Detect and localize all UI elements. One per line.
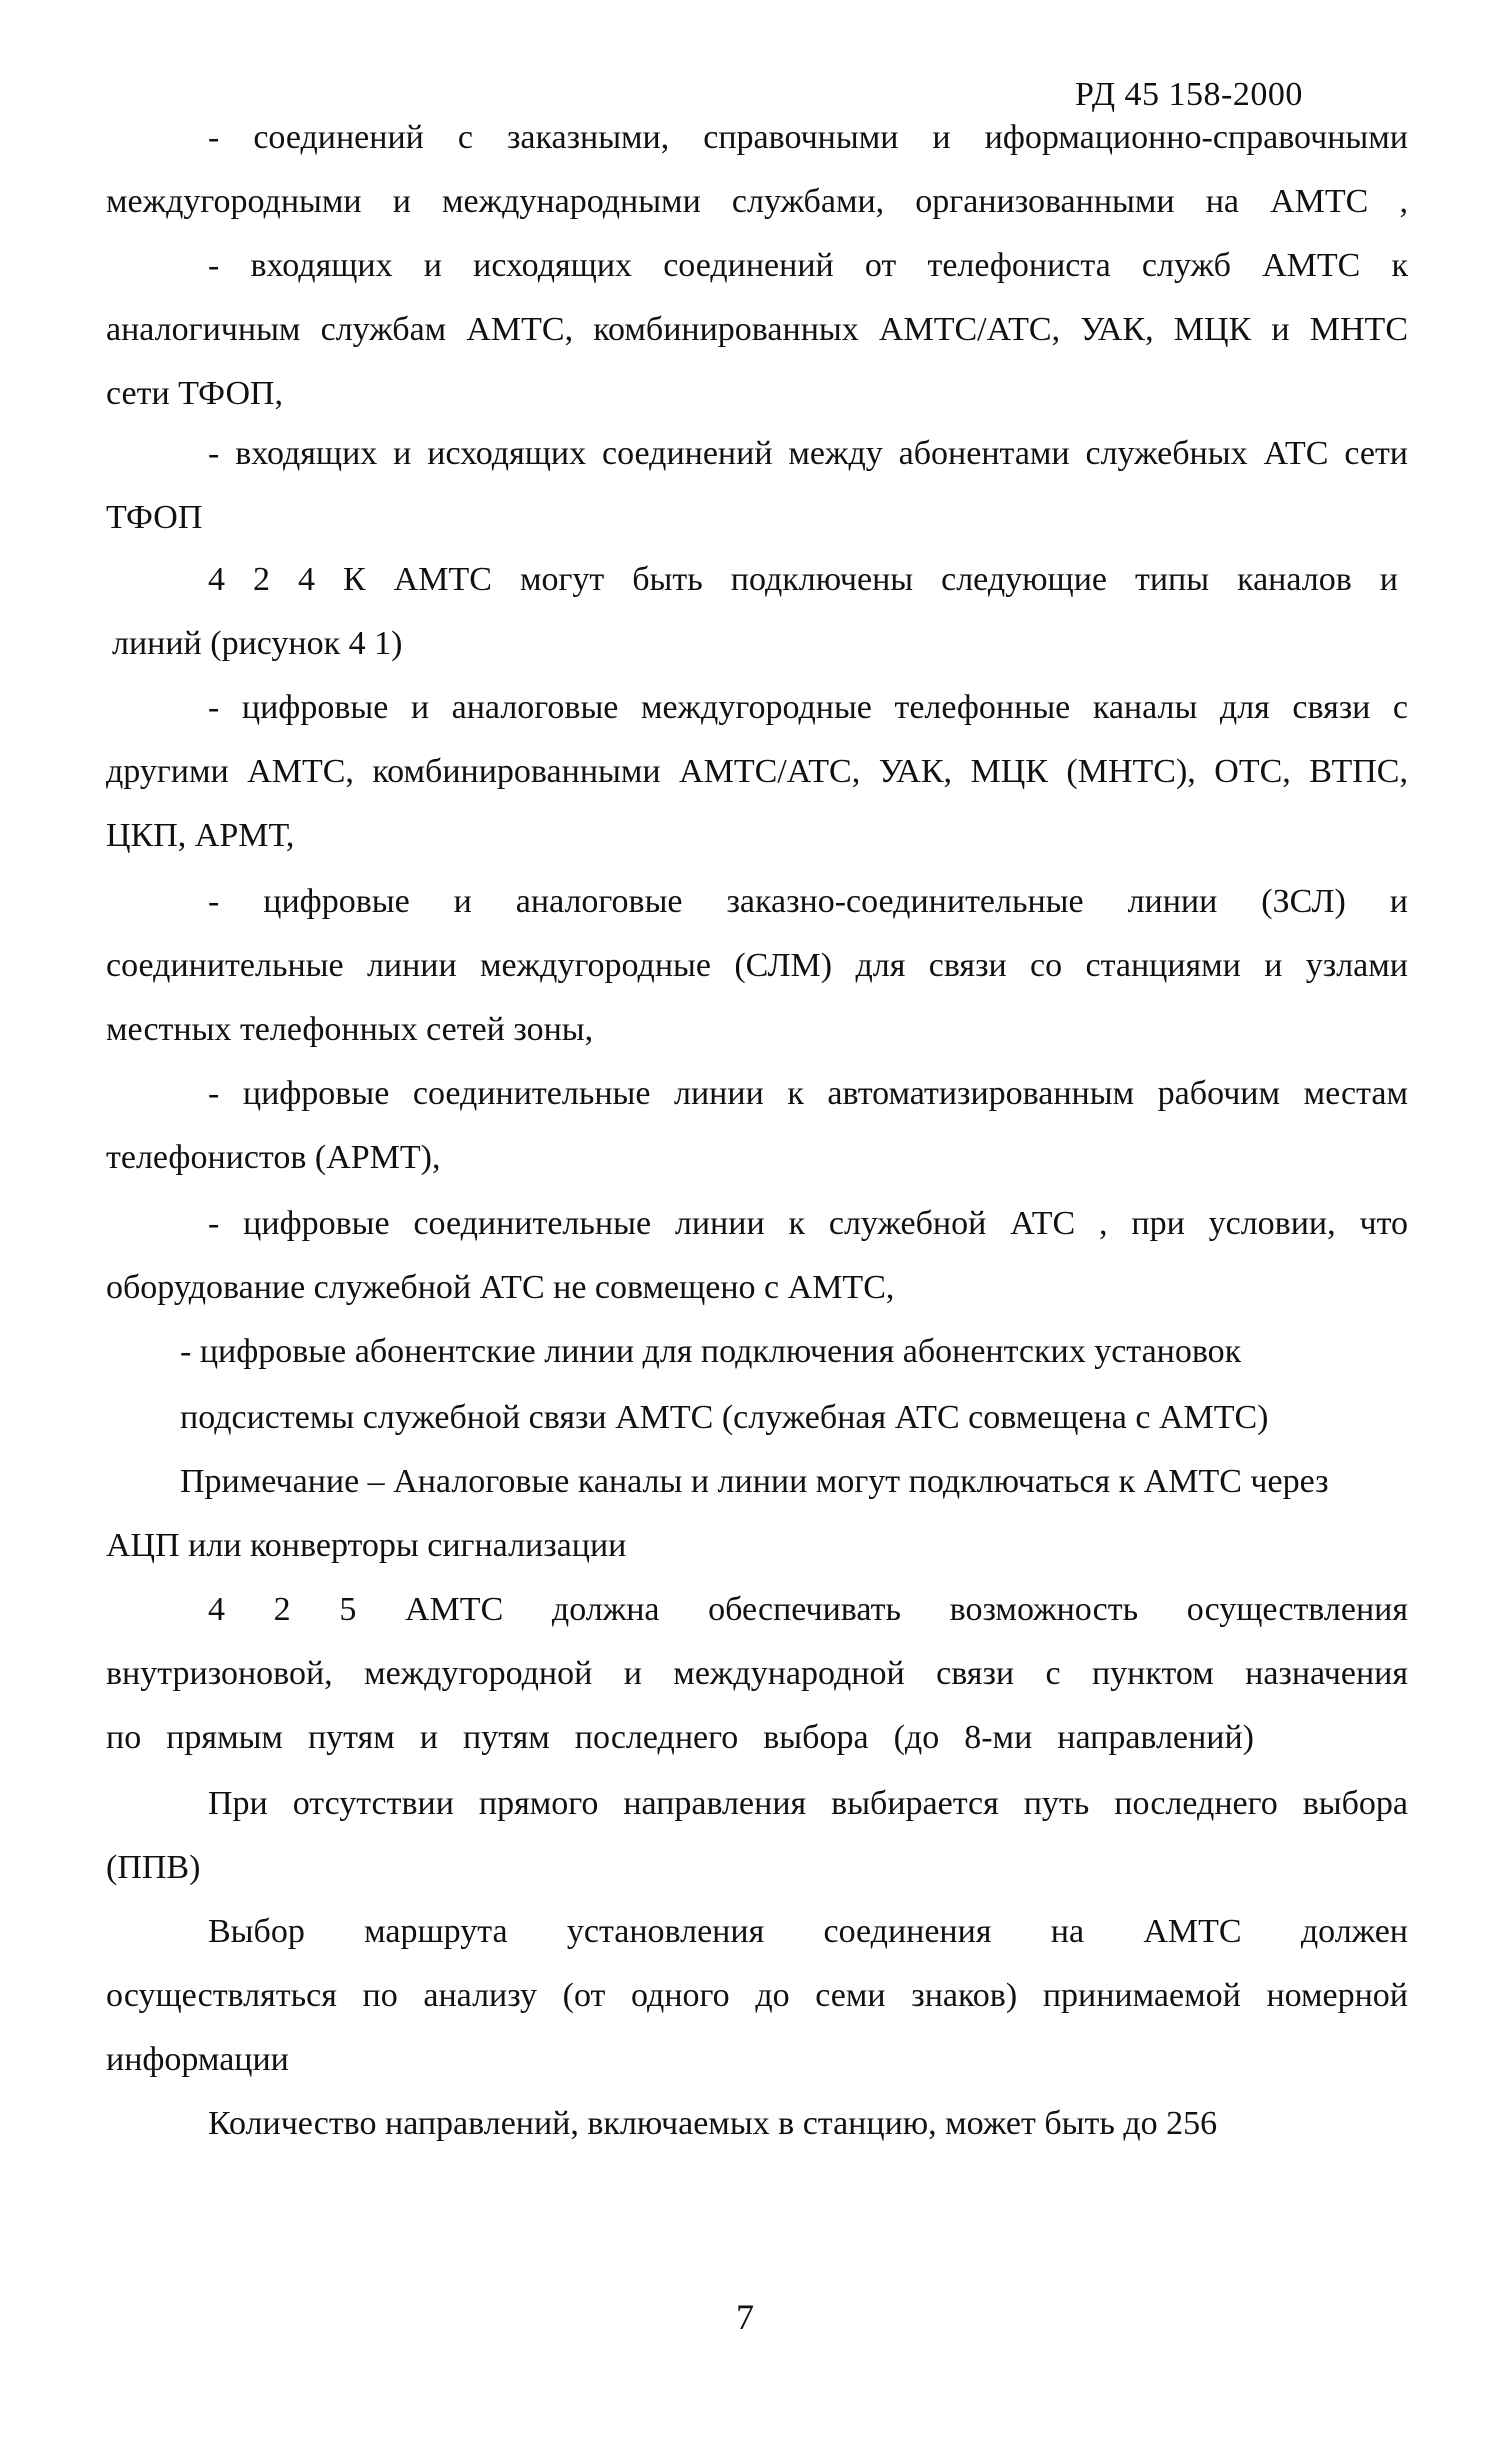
text-line: - входящих и исходящих соединений от телефониста служб АМТС к	[208, 247, 1408, 284]
text-line: Количество направлений, включаемых в станцию, может быть до 256	[208, 2105, 1218, 2142]
text-line: информации	[106, 2041, 289, 2078]
text-line: подсистемы служебной связи АМТС (служебная АТС совмещена с АМТС)	[180, 1399, 1269, 1436]
text-line: соединительные линии междугородные (СЛМ) для связи со станциями и узлами	[106, 947, 1408, 984]
text-line: - цифровые и аналоговые заказно-соединительные линии (ЗСЛ) и	[208, 883, 1408, 920]
text-line: ЦКП, АРМТ,	[106, 817, 295, 854]
text-line: местных телефонных сетей зоны,	[106, 1011, 594, 1048]
text-line: - цифровые соединительные линии к автоматизированным рабочим местам	[208, 1075, 1408, 1112]
text-line: (ППВ)	[106, 1849, 201, 1886]
page-number: 7	[736, 2297, 754, 2337]
text-line: - цифровые абонентские линии для подключения абонентских установок	[180, 1333, 1242, 1370]
text-line: - цифровые и аналоговые междугородные телефонные каналы для связи с	[208, 689, 1408, 726]
text-line: линий (рисунок 4 1)	[112, 625, 403, 662]
text-line: - соединений с заказными, справочными и иформационно-справочными	[208, 119, 1408, 156]
text-line: междугородными и международными службами, организованными на АМТС ,	[106, 183, 1408, 220]
text-line: Выбор маршрута установления соединения на АМТС должен	[208, 1913, 1408, 1950]
text-line: осуществляться по анализу (от одного до семи знаков) принимаемой номерной	[106, 1977, 1408, 2014]
text-line: Примечание – Аналоговые каналы и линии могут подключаться к АМТС через	[180, 1463, 1329, 1500]
text-line: ТФОП	[106, 499, 203, 536]
text-line: телефонистов (АРМТ),	[106, 1139, 441, 1176]
text-line: - входящих и исходящих соединений между абонентами служебных АТС сети	[208, 435, 1408, 472]
text-line: другими АМТС, комбинированными АМТС/АТС, УАК, МЦК (МНТС), ОТС, ВТПС,	[106, 753, 1408, 790]
text-line: 4 2 4 К АМТС могут быть подключены следующие типы каналов и	[208, 561, 1398, 598]
text-line: - цифровые соединительные линии к служебной АТС , при условии, что	[208, 1205, 1408, 1242]
text-line: АЦП или конверторы сигнализации	[106, 1527, 627, 1564]
text-line: по прямым путям и путям последнего выбора (до 8-ми направлений)	[106, 1719, 1254, 1756]
text-line: сети ТФОП,	[106, 375, 284, 412]
document-code: РД 45 158-2000	[1075, 76, 1303, 113]
text-line: аналогичным службам АМТС, комбинированных АМТС/АТС, УАК, МЦК и МНТС	[106, 311, 1408, 348]
text-line: При отсутствии прямого направления выбирается путь последнего выбора	[208, 1785, 1408, 1822]
text-line: оборудование служебной АТС не совмещено с АМТС,	[106, 1269, 895, 1306]
text-line: внутризоновой, междугородной и международной связи с пунктом назначения	[106, 1655, 1408, 1692]
text-line: 4 2 5 АМТС должна обеспечивать возможность осуществления	[208, 1591, 1408, 1628]
